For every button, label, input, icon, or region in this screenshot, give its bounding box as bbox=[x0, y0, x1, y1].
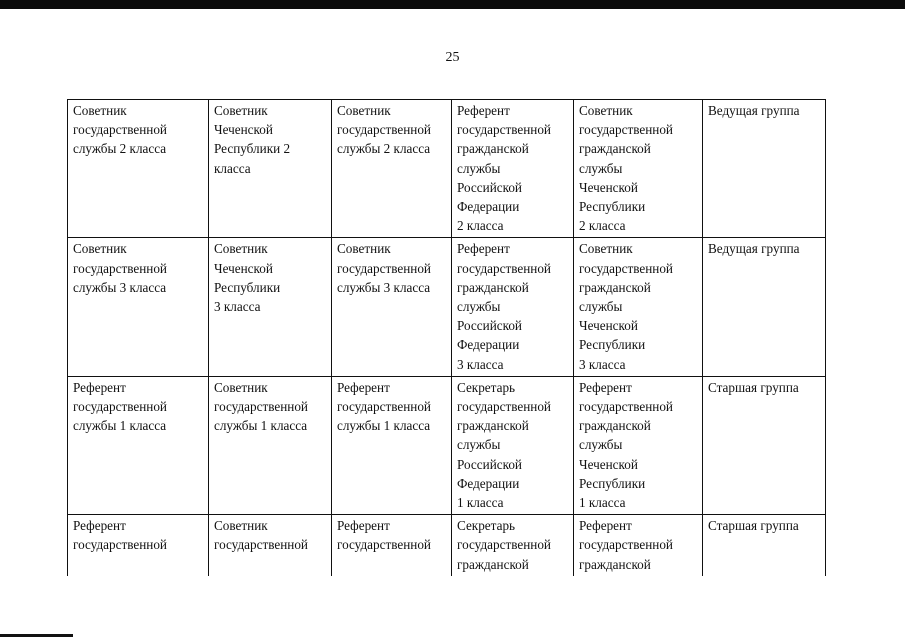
table-cell: Секретарь государственной гражданской bbox=[452, 515, 574, 576]
table-row bbox=[68, 238, 826, 376]
table-cell: Референт государственной гражданской службы Российской Федерации 3 класса bbox=[452, 238, 574, 376]
table-cell: Референт государственной службы 1 класса bbox=[332, 376, 452, 514]
table-cell: Советник государственной службы 2 класса bbox=[332, 100, 452, 238]
table-cell: Референт государственной гражданской службы Российской Федерации 2 класса bbox=[452, 100, 574, 238]
table-cell: Советник государственной службы 2 класса bbox=[68, 100, 209, 238]
table-cell: Советник государственной службы 3 класса bbox=[68, 238, 209, 376]
group-cell: Ведущая группа bbox=[703, 100, 826, 238]
table-cell: Референт государственной гражданской службы Чеченской Республики 1 класса bbox=[574, 376, 703, 514]
table-cell: Советник государственной гражданской службы Чеченской Республики 2 класса bbox=[574, 100, 703, 238]
group-cell: Ведущая группа bbox=[703, 238, 826, 376]
table-cell: Референт государственной гражданской bbox=[574, 515, 703, 576]
table-row bbox=[68, 515, 826, 576]
table-cell: Советник Чеченской Республики 3 класса bbox=[209, 238, 332, 376]
table-cell: Советник государственной службы 3 класса bbox=[332, 238, 452, 376]
table-cell: Советник государственной гражданской службы Чеченской Республики 3 класса bbox=[574, 238, 703, 376]
table-row bbox=[68, 100, 826, 238]
table-cell: Секретарь государственной гражданской службы Российской Федерации 1 класса bbox=[452, 376, 574, 514]
table-cell: Советник государственной bbox=[209, 515, 332, 576]
scan-top-border bbox=[0, 0, 905, 9]
group-cell: Старшая группа bbox=[703, 376, 826, 514]
table-cell: Советник Чеченской Республики 2 класса bbox=[209, 100, 332, 238]
page-number: 25 bbox=[445, 50, 460, 65]
scan-bottom-mark bbox=[0, 634, 73, 637]
table-cell: Референт государственной bbox=[332, 515, 452, 576]
table-cell: Референт государственной bbox=[68, 515, 209, 576]
table-cell: Советник государственной службы 1 класса bbox=[209, 376, 332, 514]
table-cell: Референт государственной службы 1 класса bbox=[68, 376, 209, 514]
ranks-table bbox=[67, 99, 826, 576]
group-cell: Старшая группа bbox=[703, 515, 826, 576]
table-row bbox=[68, 376, 826, 514]
